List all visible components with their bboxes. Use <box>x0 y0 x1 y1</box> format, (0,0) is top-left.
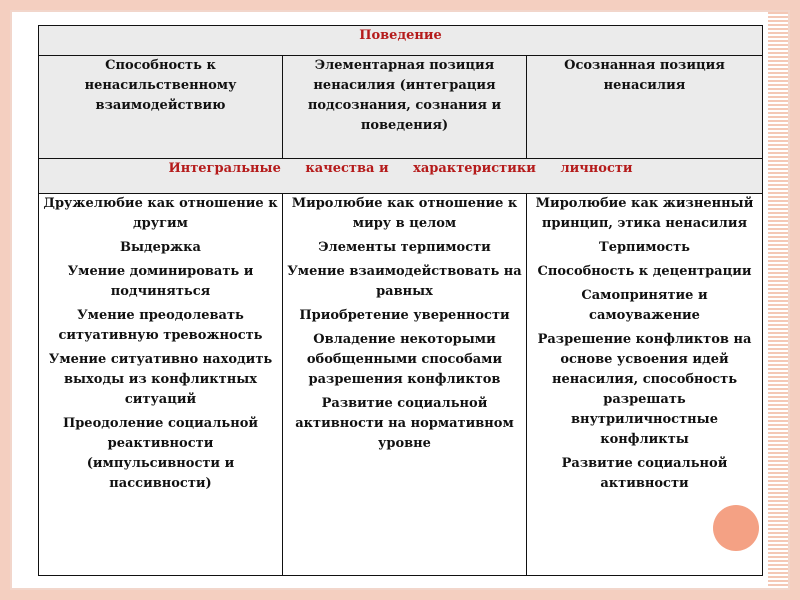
list-item: Дружелюбие как отношение к другим <box>43 196 278 231</box>
integral-word-3: характеристики <box>413 161 536 176</box>
list-item: Приобретение уверенности <box>299 308 510 323</box>
list-item: Умение ситуативно находить выходы из конфликтных ситуаций <box>48 352 273 407</box>
qualities-row <box>39 194 763 576</box>
list-item: Умение доминировать и подчиняться <box>67 264 254 299</box>
capability-row <box>39 56 763 159</box>
list-item: Миролюбие как отношение к миру в целом <box>291 196 518 231</box>
list-item: Умение взаимодействовать на равных <box>287 264 522 299</box>
list-item: Преодоление социальной реактивности (импульсивности и пассивности) <box>62 416 259 491</box>
list-item: Развитие социальной активности на нормативном уровне <box>295 396 514 451</box>
decorative-circle <box>713 505 759 551</box>
list-item: Элементы терпимости <box>318 240 491 255</box>
list-item: Разрешение конфликтов на основе усвоения идей ненасилия, способность разрешать внутриличностные конфликты <box>537 332 752 447</box>
behavior-table <box>38 25 763 576</box>
integral-title <box>39 159 763 194</box>
integral-word-4: личности <box>560 161 633 176</box>
list-item: Выдержка <box>120 240 201 255</box>
decorative-stripes <box>768 12 788 588</box>
column-heading-1: Способность к ненасильственному взаимодействию <box>39 56 283 159</box>
integral-word-2: качества и <box>305 161 389 176</box>
list-item: Миролюбие как жизненный принцип, этика ненасилия <box>535 196 754 231</box>
list-item: Терпимость <box>599 240 690 255</box>
column-2-cell <box>283 194 527 576</box>
column-heading-3: Осознанная позиция ненасилия <box>527 56 763 159</box>
list-item: Развитие социальной активности <box>561 456 728 491</box>
column-heading-2: Элементарная позиция ненасилия (интеграция подсознания, сознания и поведения) <box>283 56 527 159</box>
integral-word-1: Интегральные <box>168 161 281 176</box>
table-header-row <box>39 26 763 56</box>
list-item: Самопринятие и самоуважение <box>581 288 708 323</box>
list-item: Способность к децентрации <box>537 264 752 279</box>
list-item: Умение преодолевать ситуативную тревожность <box>58 308 263 343</box>
column-1-cell <box>39 194 283 576</box>
integral-row <box>39 159 763 194</box>
header-title: Поведение <box>39 26 763 56</box>
list-item: Овладение некоторыми обобщенными способами разрешения конфликтов <box>306 332 503 387</box>
